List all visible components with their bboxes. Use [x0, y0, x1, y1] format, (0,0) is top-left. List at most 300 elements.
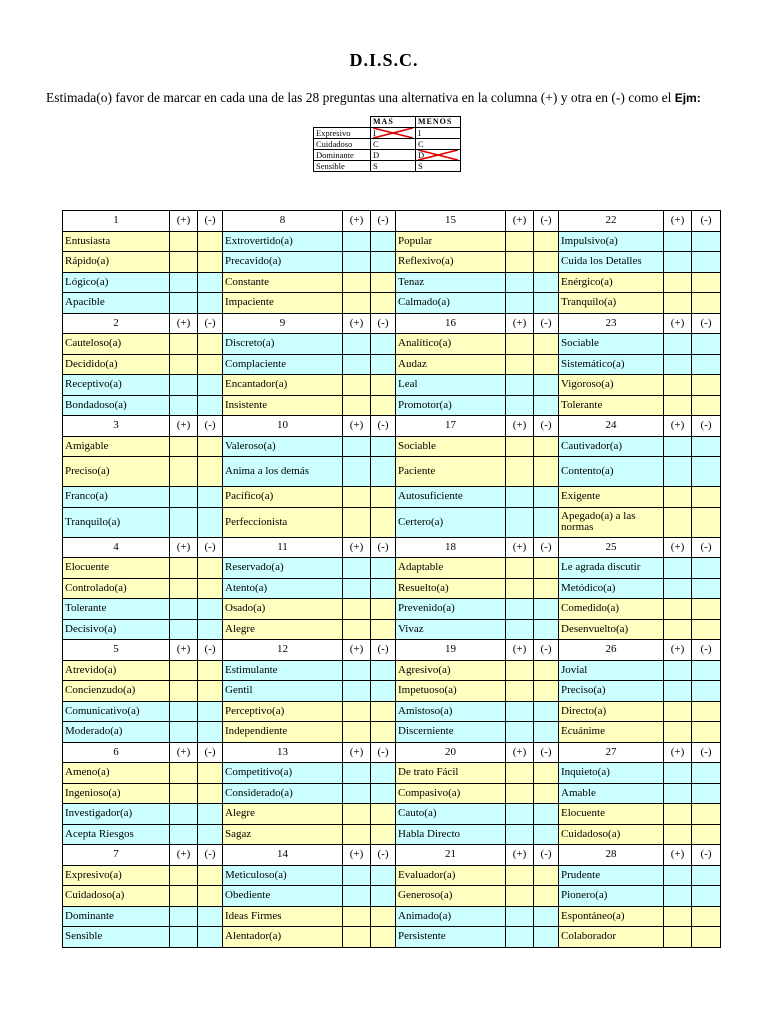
example-menos-value: I [418, 128, 421, 138]
minus-checkbox-cell[interactable] [198, 231, 223, 252]
minus-column-header: (-) [692, 742, 721, 763]
minus-checkbox-cell[interactable] [371, 436, 396, 457]
plus-checkbox-cell[interactable] [343, 354, 371, 375]
word-option: Autosuficiente [396, 487, 506, 508]
plus-checkbox-cell[interactable] [170, 804, 198, 825]
plus-checkbox-cell[interactable] [170, 619, 198, 640]
word-row [63, 436, 721, 457]
plus-checkbox-cell[interactable] [170, 436, 198, 457]
word-row [63, 487, 721, 508]
minus-checkbox-cell[interactable] [534, 436, 559, 457]
minus-checkbox-cell[interactable] [692, 722, 721, 743]
plus-checkbox-cell[interactable] [664, 824, 692, 845]
plus-checkbox-cell[interactable] [664, 487, 692, 508]
minus-checkbox-cell[interactable] [198, 722, 223, 743]
word-option: Ideas Firmes [223, 906, 343, 927]
plus-checkbox-cell[interactable] [664, 457, 692, 487]
question-number: 17 [396, 416, 506, 437]
plus-checkbox-cell[interactable] [664, 763, 692, 784]
minus-column-header: (-) [692, 845, 721, 866]
minus-checkbox-cell[interactable] [534, 927, 559, 948]
minus-checkbox-cell[interactable] [534, 231, 559, 252]
minus-checkbox-cell[interactable] [371, 578, 396, 599]
example-row [314, 161, 461, 172]
word-option: Generoso(a) [396, 886, 506, 907]
plus-checkbox-cell[interactable] [343, 619, 371, 640]
minus-checkbox-cell[interactable] [198, 783, 223, 804]
plus-checkbox-cell[interactable] [664, 660, 692, 681]
minus-checkbox-cell[interactable] [371, 865, 396, 886]
plus-checkbox-cell[interactable] [506, 487, 534, 508]
instructions-text: Estimada(o) favor de marcar en cada una de las 28 preguntas una alternativa en la columna (+) y otra en (-) como el [46, 90, 675, 105]
plus-checkbox-cell[interactable] [343, 487, 371, 508]
word-option: Concienzudo(a) [63, 681, 170, 702]
minus-checkbox-cell[interactable] [198, 804, 223, 825]
plus-checkbox-cell[interactable] [506, 231, 534, 252]
plus-checkbox-cell[interactable] [170, 763, 198, 784]
plus-column-header: (+) [343, 416, 371, 437]
minus-checkbox-cell[interactable] [692, 681, 721, 702]
plus-checkbox-cell[interactable] [343, 804, 371, 825]
minus-checkbox-cell[interactable] [198, 272, 223, 293]
plus-checkbox-cell[interactable] [664, 927, 692, 948]
minus-checkbox-cell[interactable] [198, 354, 223, 375]
word-option: Discerniente [396, 722, 506, 743]
minus-checkbox-cell[interactable] [198, 395, 223, 416]
plus-checkbox-cell[interactable] [506, 558, 534, 579]
minus-checkbox-cell[interactable] [371, 886, 396, 907]
word-option: Contento(a) [559, 457, 664, 487]
plus-checkbox-cell[interactable] [506, 886, 534, 907]
minus-checkbox-cell[interactable] [371, 763, 396, 784]
minus-checkbox-cell[interactable] [371, 354, 396, 375]
plus-checkbox-cell[interactable] [664, 293, 692, 314]
word-option: Tenaz [396, 272, 506, 293]
plus-checkbox-cell[interactable] [343, 395, 371, 416]
minus-checkbox-cell[interactable] [534, 763, 559, 784]
minus-checkbox-cell[interactable] [371, 272, 396, 293]
minus-column-header: (-) [534, 845, 559, 866]
word-option: Cuidadoso(a) [559, 824, 664, 845]
minus-column-header: (-) [198, 313, 223, 334]
minus-checkbox-cell[interactable] [198, 293, 223, 314]
word-option: Investigador(a) [63, 804, 170, 825]
word-row [63, 558, 721, 579]
word-option: Ameno(a) [63, 763, 170, 784]
plus-checkbox-cell[interactable] [506, 783, 534, 804]
question-number: 9 [223, 313, 343, 334]
word-option: Expresivo(a) [63, 865, 170, 886]
plus-checkbox-cell[interactable] [343, 558, 371, 579]
plus-checkbox-cell[interactable] [170, 886, 198, 907]
minus-checkbox-cell[interactable] [692, 927, 721, 948]
minus-checkbox-cell[interactable] [692, 599, 721, 620]
word-row [63, 701, 721, 722]
minus-checkbox-cell[interactable] [534, 783, 559, 804]
minus-checkbox-cell[interactable] [692, 395, 721, 416]
plus-checkbox-cell[interactable] [506, 619, 534, 640]
minus-checkbox-cell[interactable] [692, 906, 721, 927]
minus-checkbox-cell[interactable] [692, 763, 721, 784]
minus-checkbox-cell[interactable] [692, 487, 721, 508]
minus-checkbox-cell[interactable] [371, 701, 396, 722]
plus-checkbox-cell[interactable] [343, 252, 371, 273]
plus-checkbox-cell[interactable] [664, 783, 692, 804]
minus-column-header: (-) [371, 537, 396, 558]
plus-checkbox-cell[interactable] [664, 865, 692, 886]
example-row-label: Cuidadoso [314, 139, 371, 150]
minus-checkbox-cell[interactable] [534, 578, 559, 599]
plus-checkbox-cell[interactable] [170, 558, 198, 579]
plus-column-header: (+) [506, 640, 534, 661]
plus-checkbox-cell[interactable] [506, 334, 534, 355]
plus-column-header: (+) [506, 845, 534, 866]
minus-checkbox-cell[interactable] [692, 660, 721, 681]
minus-checkbox-cell[interactable] [692, 783, 721, 804]
minus-checkbox-cell[interactable] [371, 619, 396, 640]
minus-checkbox-cell[interactable] [371, 783, 396, 804]
minus-checkbox-cell[interactable] [198, 763, 223, 784]
plus-checkbox-cell[interactable] [664, 272, 692, 293]
question-number: 8 [223, 211, 343, 232]
minus-checkbox-cell[interactable] [198, 334, 223, 355]
plus-checkbox-cell[interactable] [664, 507, 692, 537]
minus-checkbox-cell[interactable] [371, 558, 396, 579]
question-number: 22 [559, 211, 664, 232]
question-number: 19 [396, 640, 506, 661]
minus-checkbox-cell[interactable] [371, 927, 396, 948]
question-number: 1 [63, 211, 170, 232]
example-menos-cell [416, 139, 461, 150]
minus-checkbox-cell[interactable] [198, 824, 223, 845]
plus-checkbox-cell[interactable] [170, 681, 198, 702]
question-number: 7 [63, 845, 170, 866]
plus-checkbox-cell[interactable] [506, 906, 534, 927]
minus-column-header: (-) [534, 313, 559, 334]
plus-checkbox-cell[interactable] [664, 354, 692, 375]
minus-checkbox-cell[interactable] [371, 395, 396, 416]
minus-checkbox-cell[interactable] [692, 231, 721, 252]
plus-checkbox-cell[interactable] [170, 783, 198, 804]
minus-checkbox-cell[interactable] [534, 804, 559, 825]
plus-checkbox-cell[interactable] [343, 457, 371, 487]
plus-checkbox-cell[interactable] [170, 824, 198, 845]
plus-checkbox-cell[interactable] [664, 558, 692, 579]
minus-column-header: (-) [198, 537, 223, 558]
minus-checkbox-cell[interactable] [198, 558, 223, 579]
minus-checkbox-cell[interactable] [198, 681, 223, 702]
plus-checkbox-cell[interactable] [664, 599, 692, 620]
minus-checkbox-cell[interactable] [198, 701, 223, 722]
minus-checkbox-cell[interactable] [371, 507, 396, 537]
plus-checkbox-cell[interactable] [664, 886, 692, 907]
minus-checkbox-cell[interactable] [692, 252, 721, 273]
plus-checkbox-cell[interactable] [506, 927, 534, 948]
word-option: Comunicativo(a) [63, 701, 170, 722]
plus-checkbox-cell[interactable] [170, 865, 198, 886]
plus-checkbox-cell[interactable] [506, 507, 534, 537]
minus-checkbox-cell[interactable] [198, 375, 223, 396]
plus-checkbox-cell[interactable] [506, 272, 534, 293]
plus-checkbox-cell[interactable] [664, 231, 692, 252]
plus-checkbox-cell[interactable] [664, 619, 692, 640]
plus-checkbox-cell[interactable] [170, 457, 198, 487]
word-option: Prevenido(a) [396, 599, 506, 620]
minus-checkbox-cell[interactable] [692, 701, 721, 722]
plus-checkbox-cell[interactable] [506, 436, 534, 457]
minus-checkbox-cell[interactable] [371, 231, 396, 252]
plus-checkbox-cell[interactable] [664, 436, 692, 457]
word-option: Extrovertido(a) [223, 231, 343, 252]
minus-checkbox-cell[interactable] [534, 354, 559, 375]
minus-checkbox-cell[interactable] [692, 804, 721, 825]
minus-checkbox-cell[interactable] [692, 578, 721, 599]
word-option: Atento(a) [223, 578, 343, 599]
minus-checkbox-cell[interactable] [371, 334, 396, 355]
plus-checkbox-cell[interactable] [343, 507, 371, 537]
word-row [63, 375, 721, 396]
minus-checkbox-cell[interactable] [371, 375, 396, 396]
minus-checkbox-cell[interactable] [371, 906, 396, 927]
minus-checkbox-cell[interactable] [692, 272, 721, 293]
minus-checkbox-cell[interactable] [534, 272, 559, 293]
word-row [63, 886, 721, 907]
plus-checkbox-cell[interactable] [170, 906, 198, 927]
minus-checkbox-cell[interactable] [371, 252, 396, 273]
minus-checkbox-cell[interactable] [692, 457, 721, 487]
minus-checkbox-cell[interactable] [534, 722, 559, 743]
minus-column-header: (-) [692, 211, 721, 232]
plus-checkbox-cell[interactable] [664, 395, 692, 416]
plus-checkbox-cell[interactable] [343, 599, 371, 620]
question-header-row [63, 416, 721, 437]
minus-checkbox-cell[interactable] [198, 927, 223, 948]
minus-checkbox-cell[interactable] [198, 865, 223, 886]
minus-checkbox-cell[interactable] [692, 375, 721, 396]
plus-checkbox-cell[interactable] [343, 293, 371, 314]
minus-checkbox-cell[interactable] [198, 436, 223, 457]
plus-checkbox-cell[interactable] [343, 436, 371, 457]
minus-checkbox-cell[interactable] [534, 334, 559, 355]
minus-checkbox-cell[interactable] [692, 436, 721, 457]
plus-column-header: (+) [664, 742, 692, 763]
word-option: Discreto(a) [223, 334, 343, 355]
plus-checkbox-cell[interactable] [170, 578, 198, 599]
plus-checkbox-cell[interactable] [506, 681, 534, 702]
minus-checkbox-cell[interactable] [534, 487, 559, 508]
word-option: Habla Directo [396, 824, 506, 845]
minus-checkbox-cell[interactable] [692, 334, 721, 355]
minus-checkbox-cell[interactable] [371, 722, 396, 743]
plus-checkbox-cell[interactable] [343, 375, 371, 396]
word-option: Directo(a) [559, 701, 664, 722]
plus-checkbox-cell[interactable] [506, 865, 534, 886]
plus-checkbox-cell[interactable] [343, 578, 371, 599]
minus-checkbox-cell[interactable] [534, 906, 559, 927]
plus-checkbox-cell[interactable] [170, 354, 198, 375]
minus-checkbox-cell[interactable] [692, 558, 721, 579]
minus-checkbox-cell[interactable] [692, 824, 721, 845]
plus-checkbox-cell[interactable] [170, 252, 198, 273]
plus-checkbox-cell[interactable] [664, 722, 692, 743]
plus-checkbox-cell[interactable] [343, 927, 371, 948]
word-option: Precavido(a) [223, 252, 343, 273]
minus-checkbox-cell[interactable] [371, 681, 396, 702]
plus-checkbox-cell[interactable] [506, 599, 534, 620]
plus-checkbox-cell[interactable] [170, 293, 198, 314]
minus-checkbox-cell[interactable] [198, 507, 223, 537]
plus-checkbox-cell[interactable] [664, 375, 692, 396]
minus-column-header: (-) [198, 211, 223, 232]
plus-checkbox-cell[interactable] [506, 578, 534, 599]
plus-column-header: (+) [170, 313, 198, 334]
minus-checkbox-cell[interactable] [534, 558, 559, 579]
minus-checkbox-cell[interactable] [371, 804, 396, 825]
plus-checkbox-cell[interactable] [170, 507, 198, 537]
minus-checkbox-cell[interactable] [534, 824, 559, 845]
plus-column-header: (+) [170, 742, 198, 763]
word-option: Apegado(a) a las normas [559, 507, 664, 537]
minus-checkbox-cell[interactable] [371, 824, 396, 845]
minus-checkbox-cell[interactable] [534, 252, 559, 273]
minus-column-header: (-) [371, 313, 396, 334]
plus-checkbox-cell[interactable] [343, 660, 371, 681]
plus-checkbox-cell[interactable] [506, 804, 534, 825]
minus-checkbox-cell[interactable] [692, 619, 721, 640]
plus-checkbox-cell[interactable] [664, 252, 692, 273]
minus-checkbox-cell[interactable] [534, 507, 559, 537]
plus-checkbox-cell[interactable] [170, 722, 198, 743]
word-option: Acepta Riesgos [63, 824, 170, 845]
minus-checkbox-cell[interactable] [692, 865, 721, 886]
word-option: Ecuánime [559, 722, 664, 743]
plus-checkbox-cell[interactable] [170, 272, 198, 293]
minus-checkbox-cell[interactable] [371, 599, 396, 620]
minus-column-header: (-) [534, 416, 559, 437]
minus-checkbox-cell[interactable] [198, 487, 223, 508]
plus-checkbox-cell[interactable] [170, 701, 198, 722]
plus-checkbox-cell[interactable] [664, 681, 692, 702]
minus-checkbox-cell[interactable] [198, 906, 223, 927]
minus-column-header: (-) [371, 416, 396, 437]
plus-checkbox-cell[interactable] [664, 334, 692, 355]
plus-checkbox-cell[interactable] [343, 886, 371, 907]
plus-checkbox-cell[interactable] [506, 293, 534, 314]
minus-checkbox-cell[interactable] [534, 865, 559, 886]
plus-checkbox-cell[interactable] [506, 701, 534, 722]
example-header-mas: MAS [371, 117, 416, 128]
minus-checkbox-cell[interactable] [198, 457, 223, 487]
word-option: Meticuloso(a) [223, 865, 343, 886]
plus-checkbox-cell[interactable] [506, 457, 534, 487]
plus-checkbox-cell[interactable] [664, 804, 692, 825]
plus-checkbox-cell[interactable] [343, 906, 371, 927]
minus-checkbox-cell[interactable] [692, 354, 721, 375]
plus-checkbox-cell[interactable] [170, 395, 198, 416]
plus-checkbox-cell[interactable] [506, 722, 534, 743]
plus-checkbox-cell[interactable] [343, 722, 371, 743]
plus-column-header: (+) [506, 537, 534, 558]
plus-checkbox-cell[interactable] [506, 354, 534, 375]
plus-column-header: (+) [343, 742, 371, 763]
plus-column-header: (+) [343, 640, 371, 661]
minus-checkbox-cell[interactable] [534, 660, 559, 681]
example-mas-cell [371, 128, 416, 139]
word-row [63, 252, 721, 273]
plus-checkbox-cell[interactable] [170, 375, 198, 396]
minus-checkbox-cell[interactable] [692, 293, 721, 314]
plus-checkbox-cell[interactable] [664, 906, 692, 927]
minus-checkbox-cell[interactable] [534, 457, 559, 487]
minus-checkbox-cell[interactable] [198, 578, 223, 599]
plus-checkbox-cell[interactable] [343, 272, 371, 293]
plus-checkbox-cell[interactable] [170, 487, 198, 508]
plus-checkbox-cell[interactable] [343, 681, 371, 702]
minus-checkbox-cell[interactable] [198, 660, 223, 681]
plus-checkbox-cell[interactable] [343, 231, 371, 252]
minus-checkbox-cell[interactable] [371, 293, 396, 314]
minus-checkbox-cell[interactable] [534, 395, 559, 416]
plus-checkbox-cell[interactable] [664, 701, 692, 722]
plus-checkbox-cell[interactable] [506, 252, 534, 273]
minus-checkbox-cell[interactable] [371, 457, 396, 487]
plus-checkbox-cell[interactable] [343, 334, 371, 355]
word-option: Decisivo(a) [63, 619, 170, 640]
minus-checkbox-cell[interactable] [534, 599, 559, 620]
plus-checkbox-cell[interactable] [664, 578, 692, 599]
word-row [63, 293, 721, 314]
minus-checkbox-cell[interactable] [371, 487, 396, 508]
plus-checkbox-cell[interactable] [506, 395, 534, 416]
plus-checkbox-cell[interactable] [170, 334, 198, 355]
minus-checkbox-cell[interactable] [198, 619, 223, 640]
plus-checkbox-cell[interactable] [170, 231, 198, 252]
plus-checkbox-cell[interactable] [170, 660, 198, 681]
word-option: Sociable [396, 436, 506, 457]
plus-checkbox-cell[interactable] [343, 824, 371, 845]
page-title: D.I.S.C. [349, 50, 419, 70]
plus-checkbox-cell[interactable] [170, 599, 198, 620]
plus-checkbox-cell[interactable] [506, 763, 534, 784]
minus-checkbox-cell[interactable] [534, 375, 559, 396]
minus-checkbox-cell[interactable] [371, 660, 396, 681]
question-header-row [63, 640, 721, 661]
plus-column-header: (+) [170, 640, 198, 661]
minus-checkbox-cell[interactable] [534, 701, 559, 722]
minus-checkbox-cell[interactable] [198, 599, 223, 620]
minus-checkbox-cell[interactable] [692, 886, 721, 907]
minus-checkbox-cell[interactable] [198, 886, 223, 907]
word-option: Competitivo(a) [223, 763, 343, 784]
plus-checkbox-cell[interactable] [343, 763, 371, 784]
plus-checkbox-cell[interactable] [506, 824, 534, 845]
word-option: Franco(a) [63, 487, 170, 508]
minus-checkbox-cell[interactable] [198, 252, 223, 273]
plus-checkbox-cell[interactable] [506, 375, 534, 396]
minus-checkbox-cell[interactable] [534, 619, 559, 640]
minus-checkbox-cell[interactable] [534, 293, 559, 314]
plus-checkbox-cell[interactable] [170, 927, 198, 948]
minus-checkbox-cell[interactable] [534, 886, 559, 907]
plus-checkbox-cell[interactable] [343, 701, 371, 722]
word-option: Osado(a) [223, 599, 343, 620]
minus-checkbox-cell[interactable] [692, 507, 721, 537]
minus-checkbox-cell[interactable] [534, 681, 559, 702]
plus-checkbox-cell[interactable] [343, 865, 371, 886]
plus-checkbox-cell[interactable] [343, 783, 371, 804]
plus-checkbox-cell[interactable] [506, 660, 534, 681]
word-option: Cuidadoso(a) [63, 886, 170, 907]
